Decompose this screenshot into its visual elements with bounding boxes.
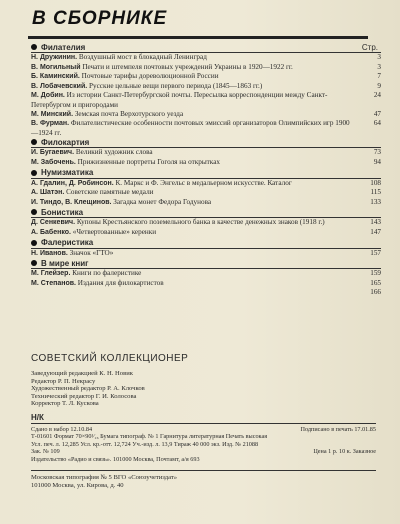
entry-author: А. Бабенко. [31,228,71,236]
section [31,42,381,137]
entry-title: Прижизненные портреты Гоголя на открытках [77,157,220,166]
entry-author: Д. Сенкевич. [31,219,76,227]
toc-entry [31,188,381,198]
entry-title: Великий художник слова [75,148,153,157]
entry-page: 47 [373,109,381,118]
entry-author: В. Могильный [31,63,81,71]
bullet-icon [31,240,37,246]
entry-text [31,148,363,158]
magazine-title: СОВЕТСКИЙ КОЛЛЕКЦИОНЕР [31,353,189,364]
imprint [31,370,271,408]
section-heading [31,238,381,249]
section-heading-text: Нумизматика [41,168,94,178]
section [31,238,381,259]
toc-entry [31,269,381,279]
table-of-contents [31,42,381,297]
entry-title: Земская почта Верхотурского уезда [74,109,184,118]
toc-entry [31,198,381,208]
section-heading [31,258,381,269]
entry-page: 143 [370,218,381,227]
entry-author: М. Добин. [31,92,65,100]
index-code: Н/К [31,413,44,422]
imprint-line: Редактор Р. П. Некрасу [31,377,96,385]
printer-line: 101000 Москва, ул. Кирова, д. 40 [31,481,124,489]
tech-row [31,441,376,448]
bullet-icon [31,260,37,266]
entry-page: 159 [370,269,381,278]
entry-title: Загадка монет Федора Годунова [113,197,212,206]
tech-right: Цена 1 р. 10 к. Заказное [313,448,376,456]
toc-entry [31,148,381,158]
toc-entry [31,288,381,297]
toc-entry [31,53,381,63]
toc-entry [31,119,381,137]
entry-text [31,72,363,82]
entry-text [31,63,363,73]
entry-title: Купоны Крестьянского поземельного банка в качестве денежных знаков (1918 г.) [76,218,325,227]
entry-page: 133 [370,197,381,206]
section-heading-text: Бонистика [41,207,84,217]
bullet-icon [31,139,37,145]
section-heading [31,207,381,218]
entry-page: 157 [370,248,381,257]
entry-page: 7 [377,72,381,81]
tech-row [31,426,376,433]
page-title: В СБОРНИКЕ [32,8,168,29]
section-heading-text: Фалеристика [41,238,94,247]
toc-entry [31,279,381,289]
entry-page: 165 [370,278,381,287]
entry-author: М. Степанов. [31,279,76,287]
tech-left: Сдано в набор 12.10.84 [31,426,93,433]
entry-author: А. Гдалин, Д. Робинсон. [31,179,114,187]
entry-author: В. Фурман. [31,120,70,128]
section-heading [31,137,381,148]
toc-entry [31,72,381,82]
entry-author: И. Тиндо, В. Клещинов. [31,198,112,206]
toc-entry [31,228,381,238]
entry-page: 3 [377,62,381,71]
entry-title: Почтовые тарифы дореволюционной России [81,72,219,81]
tech-row [31,448,376,455]
imprint-line: Корректор Т. Л. Кускова [31,400,99,408]
toc-entry [31,63,381,73]
toc-entry [31,179,381,189]
tech-left: Усл. печ. л. 12,285 Усл. кр.-отт. 12,724 Уч.-изд. л. 13,9 Тираж 40 000 экз. Изд. № 21088 [31,440,259,448]
entry-page: 64 [373,119,381,128]
tech-right: Подписано в печать 17.01.85 [300,426,376,433]
entry-text [31,288,363,297]
divider [31,470,376,471]
toc-entry [31,249,381,259]
entry-author: М. Забочень. [31,158,76,166]
printer [31,474,371,489]
entry-title: Советские памятные медали [66,188,154,197]
entry-text [31,110,363,120]
entry-title: Из истории Санкт-Петербургской почты. Пересылка корреспонденции между Санкт-Петербургом и пригородами [31,91,328,109]
entry-text [31,279,363,289]
entry-title: К. Маркс и Ф. Энгельс в медальерном искусстве. Каталог [115,178,292,187]
entry-page: 115 [370,188,381,197]
entry-text [31,91,363,109]
section-heading-text: Филокартия [41,137,90,147]
entry-page: 3 [377,53,381,61]
entry-title: Русские цельные вещи первого периода (1845—1863 гг.) [89,81,263,90]
entry-title: Печати и штемпеля почтовых учреждений Украины в 1920—1922 гг. [82,62,293,71]
toc-entry [31,158,381,168]
section-heading-text: Филателия [41,42,86,52]
entry-title: Книги по фалеристике [72,269,142,278]
bullet-icon [31,44,37,50]
entry-author: Н. Дружинин. [31,54,78,61]
entry-author: Н. Иванов. [31,249,68,257]
entry-page: 73 [373,148,381,157]
entry-text [31,82,363,92]
entry-text [31,119,363,137]
entry-title: Значок «ГТО» [69,248,114,257]
entry-page: 166 [370,288,381,297]
entry-title: Воздушный мост в блокадный Ленинград [78,53,207,61]
toc-entry [31,110,381,120]
entry-author: М. Минский. [31,110,74,118]
bullet-icon [31,170,37,176]
entry-text [31,269,363,279]
entry-author: Б. Каминский. [31,73,80,81]
entry-author: М. Глейзер. [31,270,71,278]
entry-text [31,179,363,189]
entry-title: Филателистические особенности почтовых эмиссий организаторов Олимпийских игр 1900—1924 гг. [31,119,350,137]
publisher: Издательство «Радио и связь». 101000 Москва, Почтамт, а/я 693 [31,455,200,463]
entry-author: В. Лобачевский. [31,82,88,90]
entry-page: 9 [377,81,381,90]
tech-left: Т-01601 Формат 70×90¹⁄₁₆ Бумага типограф. № 1 Гарнитура литературная Печать высокая [31,433,268,441]
entry-page: 108 [370,178,381,187]
entry-text [31,198,363,208]
toc-entry [31,218,381,228]
entry-author: И. Бугаевич. [31,149,75,157]
entry-page: 24 [373,91,381,100]
entry-author: А. Шатэн. [31,189,65,197]
entry-text [31,218,363,228]
section [31,168,381,208]
divider [31,423,376,424]
technical-data [31,426,376,463]
entry-title: Издания для филокартистов [77,278,164,287]
imprint-line: Технический редактор Г. И. Колосова [31,392,137,400]
entry-text [31,53,363,63]
section [31,137,381,167]
imprint-line: Заведующий редакцией К. Н. Новик [31,370,133,377]
entry-text [31,188,363,198]
entry-text [31,158,363,168]
tech-left: Зак. № 109 [31,448,60,456]
entry-text [31,228,363,238]
section [31,207,381,237]
section [31,258,381,288]
bullet-icon [31,209,37,215]
section-heading-text: В мире книг [41,258,89,268]
printer-line: Московская типография № 5 ВГО «Союзучетиздат» [31,474,178,481]
entry-title: «Четвертованные» керенки [72,227,157,236]
section-heading [31,42,381,53]
toc-entry [31,91,381,109]
entry-text [31,249,363,259]
imprint-line: Художественный редактор Р. А. Клочков [31,385,145,393]
section-heading [31,168,381,179]
entry-page: 147 [370,227,381,236]
tech-row [31,433,376,440]
toc-entry [31,82,381,92]
page-column-label: Стр. [361,43,378,52]
entry-page: 94 [373,157,381,166]
